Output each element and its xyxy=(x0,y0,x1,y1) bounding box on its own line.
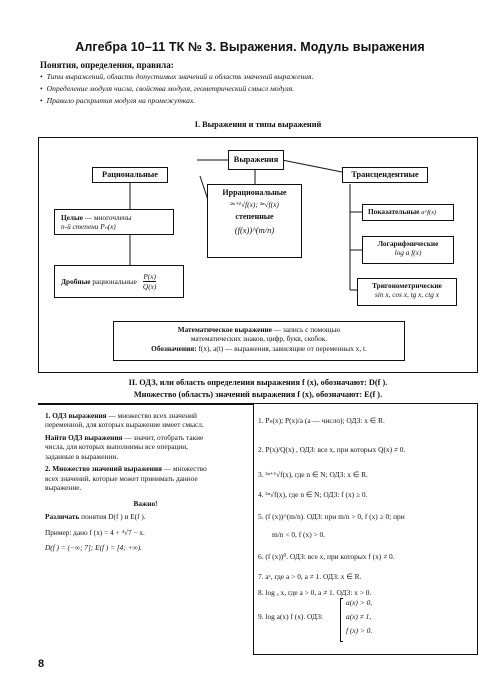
fractional-bold: Дробные xyxy=(61,276,91,286)
intro-heading: Понятия, определения, правила: xyxy=(40,60,174,70)
odz-p3-text: — множество xyxy=(161,464,207,474)
irrational-sub: степенные xyxy=(235,212,274,222)
whole-bold: Целые xyxy=(61,213,83,222)
odz-p3-text: всех значений, которые может принимать данное xyxy=(45,473,198,483)
distinguish-text: понятия D(f ) и E(f ). xyxy=(79,512,146,522)
whole-rest: — многочлены xyxy=(82,213,132,222)
node-fractional xyxy=(54,265,184,298)
intro-bullet: • Правило раскрытия модуля на промежутках. xyxy=(40,96,195,105)
odz-p1-text: — множество всех значений xyxy=(106,411,197,420)
odz-rule: 4. ²ⁿ√f(x), где n ∈ N; ОДЗ: f (x) ≥ 0. xyxy=(258,490,368,499)
example-text: Пример: дано f (x) = 4 + ⁴√7 − x. xyxy=(45,527,145,537)
whole-line2: n-й степени Pₙ(x) xyxy=(61,222,116,232)
irrational-formula: ²ⁿ⁺¹√f(x); ²ⁿ√f(x) xyxy=(230,200,279,209)
trig-formula: sin x, cos x, tg x, ctg x xyxy=(374,290,440,300)
section2-heading-line1: II. ОДЗ, или область определения выражения f (x), обозначают: D(f ). xyxy=(128,378,388,387)
odz-rule: 9. log a(x) f (x). ОДЗ: xyxy=(258,612,323,621)
math-expression-definition xyxy=(113,321,405,361)
odz-system-line: f (x) > 0. xyxy=(346,626,373,635)
odz-rule: 7. aˣ, где a > 0, a ≠ 1. ОДЗ: x ∈ R. xyxy=(258,572,362,581)
odz-p3-text: выражение. xyxy=(45,483,82,493)
irrational-title: Иррациональные xyxy=(222,188,287,197)
odz-rule: 2. P(x)/Q(x) , ОДЗ: все x, при которых Q(x) ≠ 0. xyxy=(258,445,406,454)
exponential-formula: a^f(x) xyxy=(421,209,437,216)
odz-rule: 3. ²ⁿ⁺¹√f(x), где n ∈ N; ОДЗ: x ∈ R. xyxy=(258,470,368,479)
odz-p1-bold: 1. ОДЗ выражения xyxy=(45,411,107,420)
odz-p2-text: — значит, отобрать такие xyxy=(122,432,204,442)
logarithmic-label: Логарифмические xyxy=(377,239,439,248)
node-exponential xyxy=(362,204,454,221)
node-expressions: Выражения xyxy=(228,150,284,170)
section2-heading-line2: Множество (область) значений выражения f (x), обозначают: E(f ). xyxy=(133,390,383,400)
odz-rule: 5. (f (x))^(m/n). ОДЗ: при m/n > 0, f (x) ≥ 0; при xyxy=(258,512,405,521)
odz-p2-bold: Найти ОДЗ выражения xyxy=(45,432,123,442)
odz-p2-text: заданные в выражении. xyxy=(45,451,119,461)
logarithmic-formula: log a f(x) xyxy=(394,248,422,258)
important-label: Важно! xyxy=(133,498,158,508)
node-trigonometric xyxy=(357,278,457,306)
math-expr-bold: Математическое выражение xyxy=(177,325,272,334)
node-rational: Рациональные xyxy=(92,167,168,183)
odz-definitions xyxy=(38,404,254,655)
node-irrational xyxy=(207,184,302,258)
odz-rule: 6. (f (x))⁰. ОДЗ: все x, при которых f (x) ≠ 0. xyxy=(258,552,395,561)
math-expr-rest: — запись с помощью xyxy=(271,325,341,334)
math-expr-line2: математических знаков, цифр, букв, скобок. xyxy=(190,334,328,344)
irrational-power: (f(x))^(m/n) xyxy=(234,225,275,236)
odz-system-line: a(x) ≠ 1, xyxy=(346,612,372,621)
odz-rule: m/n < 0, f (x) > 0. xyxy=(272,530,326,539)
trig-label: Тригонометрические xyxy=(372,281,442,290)
exponential-label: Показательные xyxy=(368,207,420,216)
fractional-rest: рациональные xyxy=(90,276,137,286)
odz-p1-text: переменной, для которых выражение имеет смысл. xyxy=(45,420,204,430)
node-logarithmic xyxy=(362,236,454,264)
fraction xyxy=(143,272,156,292)
intro-bullet: • Определение модуля числа, свойства модуля, геометрический смысл модуля. xyxy=(40,84,294,93)
odz-p2-text: числа, для которых выполнимы все операции, xyxy=(45,442,188,452)
intro-bullet: • Типы выражений, область допустимых значений и область значений выражения. xyxy=(40,72,313,81)
page-title: Алгебра 10–11 ТК № 3. Выражения. Модуль выражения xyxy=(75,40,425,54)
section2-heading xyxy=(38,372,478,404)
distinguish-bold: Различать xyxy=(45,512,80,522)
odz-p3-bold: 2. Множество значений выражения xyxy=(45,464,162,474)
node-transcendental: Трансцендентные xyxy=(342,167,428,183)
section1-heading: I. Выражения и типы выражений xyxy=(38,114,478,138)
math-expr-notation: f(x), a(t) — выражения, зависящие от переменных x, t. xyxy=(196,343,367,353)
page-number: 8 xyxy=(38,658,45,670)
fraction-denominator: Q(x) xyxy=(142,282,157,291)
odz-rule: 8. log ₐ x, где a > 0, a ≠ 1. ОДЗ: x > 0. xyxy=(258,588,372,597)
node-whole xyxy=(54,209,174,235)
odz-system-line: a(x) > 0, xyxy=(346,598,373,607)
odz-rule: 1. Pₙ(x); P(x)/a (a — число); ОДЗ: x ∈ R. xyxy=(258,416,385,425)
math-expr-notation-bold: Обозначения: xyxy=(151,343,197,353)
system-brace xyxy=(340,598,343,642)
fraction-numerator: P(x) xyxy=(143,271,156,281)
example-result: D(f ) = (−∞; 7]; E(f ) = [4; +∞). xyxy=(45,543,142,553)
